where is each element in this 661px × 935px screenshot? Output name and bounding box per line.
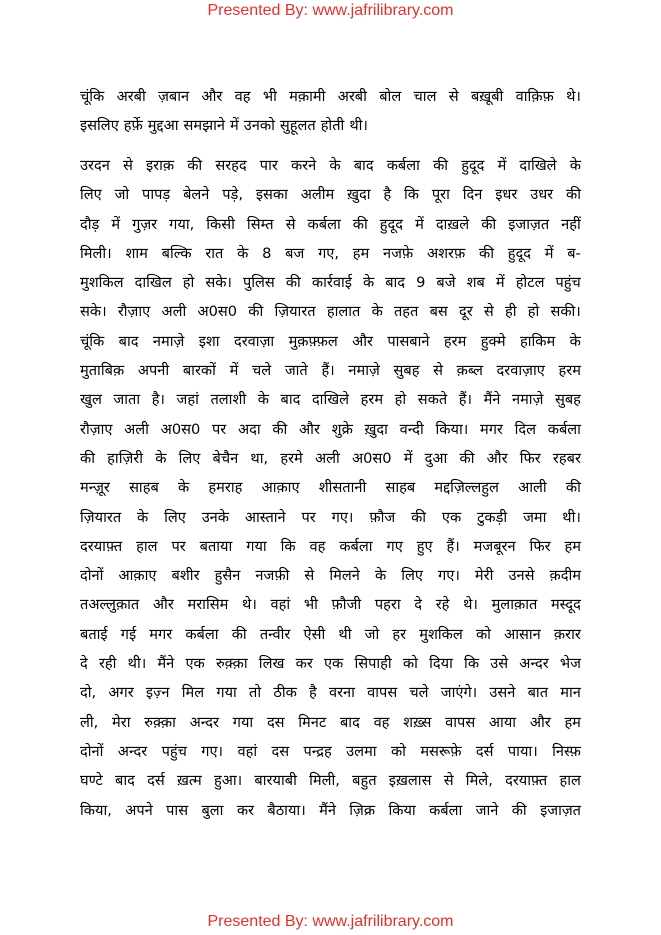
text-line: मन्ज़ूर साहब के हमराह आक़ाए शीसतानी साहब मद्दज़िल्लहुल आली की [80, 479, 581, 497]
text-line: दो, अगर इज़्न मिल गया तो ठीक है वरना वापस चले जाएंगे। उसने बात मान [80, 684, 581, 702]
text-line: चूंकि अरबी ज़बान और वह भी मक़ामी अरबी बोल चाल से बख़ूबी वाक़िफ़ थे। [80, 88, 581, 105]
text-line: इसलिए हर्फ़े मुद्दआ समझाने में उनको सुहूलत होती थी। [80, 117, 368, 135]
text-line: ज़ियारत के लिए उनके आस्ताने पर गए। फ़ौज की एक टुकड़ी जमा थी। [80, 508, 581, 526]
text-line: मुताबिक़ अपनी बारकों में चले जाते हैं। नमाज़े सुबह से क़ब्ल दरवाज़ाए हरम [80, 362, 581, 380]
text-line: चूंकि बाद नमाज़े इशा दरवाज़ा मुक़फ़्फ़ल और पासबाने हरम हुक्मे हाकिम के [80, 332, 581, 350]
text-line: सके। रौज़ाए अली अ0स0 की ज़ियारत हालात के तहत बस दूर से ही हो सकी। [80, 303, 581, 321]
text-line: दे रही थी। मैंने एक रुक़्क़ा लिख कर एक सिपाही को दिया कि उसे अन्दर भेज [80, 655, 581, 673]
text-line: दरयाफ़्त हाल पर बताया गया कि वह कर्बला गए हुए हैं। मजबूरन फिर हम [80, 537, 581, 555]
text-line: बताई गई मगर कर्बला की तन्वीर ऐसी थी जो हर मुशकिल को आसान क़रार [80, 625, 581, 643]
text-line: की हाज़िरी के लिए बेचैन था, हरमे अली अ0स0 में दुआ की और फिर रहबर [80, 449, 581, 467]
text-line: दोनों आक़ाए बशीर हुसैन नजफ़ी से मिलने के लिए गए। मेरी उनसे क़दीम [80, 567, 581, 585]
text-line: उरदन से इराक़ की सरहद पार करने के बाद कर्बला की हुदूद में दाखिले के [80, 157, 581, 174]
text-line: तअल्लुक़ात और मरासिम थे। वहां भी फ़ौजी पहरा दे रहे थे। मुलाक़ात मस्दूद [80, 596, 581, 614]
text-line: दौड़ में गुज़र गया, किसी सिम्त से कर्बला की हुदूद में दाख़ले की इजाज़त नहीं [80, 215, 581, 233]
footer-banner: Presented By: www.jafrilibrary.com [207, 913, 454, 930]
text-line: रौज़ाए अली अ0स0 पर अदा की और शुक्रे ख़ुदा वन्दी किया। मगर दिल कर्बला [80, 420, 581, 438]
text-line: घण्टे बाद दर्स ख़त्म हुआ। बारयाबी मिली, बहुत इख़लास से मिले, दरयाफ़्त हाल [80, 772, 581, 790]
paragraph-intro [80, 82, 581, 141]
text-line: मिली। शाम बल्कि रात के 8 बज गए, हम नजफ़े अशरफ़ की हुदूद में ब- [80, 244, 581, 262]
header-banner: Presented By: www.jafrilibrary.com [207, 2, 454, 19]
text-line: मुशकिल दाखिल हो सके। पुलिस की कार्रवाई के बाद 9 बजे शब में होटल पहुंच [80, 274, 581, 292]
text-line: ली, मेरा रुक़्क़ा अन्दर गया दस मिनट बाद वह शख़्स वापस आया और हम [80, 713, 581, 731]
text-line: किया, अपने पास बुला कर बैठाया। मैंने ज़िक्र किया कर्बला जाने की इजाज़त [80, 801, 581, 819]
paragraph-journey [80, 151, 581, 825]
text-line: खुल जाता है। जहां तलाशी के बाद दाखिले हरम हो सकते हैं। मैंने नमाज़े सुबह [80, 391, 581, 409]
text-line: दोनों अन्दर पहुंच गए। वहां दस पन्द्रह उलमा को मसरूफ़े दर्स पाया। निस्फ़ [80, 742, 581, 760]
text-line: लिए जो पापड़ बेलने पड़े, इसका अलीम ख़ुदा है कि पूरा दिन इधर उधर की [80, 186, 581, 204]
